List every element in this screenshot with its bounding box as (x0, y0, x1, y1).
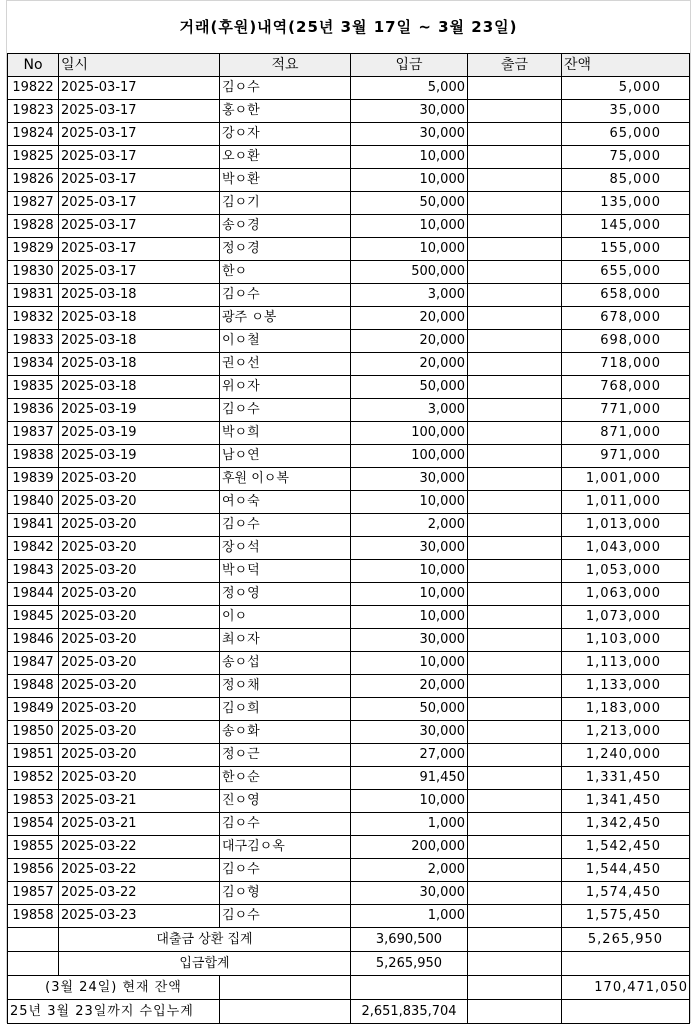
row-balance: 1,574,450 (562, 882, 690, 905)
table-row (8, 445, 690, 468)
row-no: 19847 (8, 652, 59, 675)
row-memo: 김ㅇ기 (220, 192, 351, 215)
row-date: 2025-03-20 (59, 721, 220, 744)
row-date: 2025-03-20 (59, 537, 220, 560)
row-withdrawal (468, 859, 562, 882)
row-date: 2025-03-17 (59, 169, 220, 192)
row-memo: 송ㅇ섭 (220, 652, 351, 675)
row-date: 2025-03-19 (59, 445, 220, 468)
row-memo: 최ㅇ자 (220, 629, 351, 652)
row-balance: 135,000 (562, 192, 690, 215)
row-balance: 1,542,450 (562, 836, 690, 859)
row-date: 2025-03-21 (59, 790, 220, 813)
row-memo: 강ㅇ자 (220, 123, 351, 146)
row-memo: 홍ㅇ한 (220, 100, 351, 123)
row-withdrawal (468, 675, 562, 698)
empty-cell (468, 928, 562, 952)
row-no: 19826 (8, 169, 59, 192)
row-balance: 155,000 (562, 238, 690, 261)
row-memo: 김ㅇ수 (220, 813, 351, 836)
row-withdrawal (468, 491, 562, 514)
row-memo: 여ㅇ숙 (220, 491, 351, 514)
row-withdrawal (468, 353, 562, 376)
row-withdrawal (468, 123, 562, 146)
row-no: 19832 (8, 307, 59, 330)
empty-cell (220, 976, 351, 1000)
row-deposit: 27,000 (351, 744, 468, 767)
sheet-right-margin (690, 0, 696, 1023)
row-balance: 85,000 (562, 169, 690, 192)
row-balance: 1,013,000 (562, 514, 690, 537)
row-no: 19845 (8, 606, 59, 629)
table-row (8, 491, 690, 514)
cumulative-income-amount: 2,651,835,704 (351, 1000, 468, 1024)
deposit-total-amount: 5,265,950 (351, 952, 468, 976)
row-balance: 1,213,000 (562, 721, 690, 744)
table-row (8, 399, 690, 422)
row-memo: 후원 이ㅇ복 (220, 468, 351, 491)
row-balance: 718,000 (562, 353, 690, 376)
row-date: 2025-03-21 (59, 813, 220, 836)
row-memo: 정ㅇ채 (220, 675, 351, 698)
table-row (8, 422, 690, 445)
row-date: 2025-03-20 (59, 491, 220, 514)
table-row (8, 721, 690, 744)
row-no: 19857 (8, 882, 59, 905)
row-memo: 한ㅇ순 (220, 767, 351, 790)
row-deposit: 30,000 (351, 468, 468, 491)
row-withdrawal (468, 376, 562, 399)
empty-cell (351, 976, 468, 1000)
row-withdrawal (468, 537, 562, 560)
row-memo: 박ㅇ희 (220, 422, 351, 445)
table-row (8, 882, 690, 905)
row-no: 19831 (8, 284, 59, 307)
row-deposit: 1,000 (351, 813, 468, 836)
row-no: 19823 (8, 100, 59, 123)
row-deposit: 30,000 (351, 123, 468, 146)
table-body (8, 77, 690, 928)
row-memo: 광주 ㅇ봉 (220, 307, 351, 330)
row-balance: 768,000 (562, 376, 690, 399)
table-row (8, 353, 690, 376)
row-date: 2025-03-18 (59, 376, 220, 399)
row-balance: 5,000 (562, 77, 690, 100)
row-deposit: 5,000 (351, 77, 468, 100)
row-no: 19853 (8, 790, 59, 813)
row-balance: 1,575,450 (562, 905, 690, 928)
row-no: 19840 (8, 491, 59, 514)
row-no: 19838 (8, 445, 59, 468)
table-row (8, 537, 690, 560)
table-header-row (8, 54, 690, 77)
row-withdrawal (468, 445, 562, 468)
row-no: 19827 (8, 192, 59, 215)
table-row (8, 514, 690, 537)
row-balance: 1,063,000 (562, 583, 690, 606)
table-row (8, 905, 690, 928)
row-no: 19854 (8, 813, 59, 836)
row-deposit: 100,000 (351, 422, 468, 445)
row-memo: 김ㅇ수 (220, 77, 351, 100)
table-row (8, 330, 690, 353)
table-row (8, 77, 690, 100)
row-memo: 한ㅇ (220, 261, 351, 284)
table-row (8, 238, 690, 261)
row-deposit: 91,450 (351, 767, 468, 790)
row-no: 19824 (8, 123, 59, 146)
empty-cell (562, 952, 690, 976)
row-withdrawal (468, 813, 562, 836)
row-no: 19855 (8, 836, 59, 859)
row-balance: 1,183,000 (562, 698, 690, 721)
row-deposit: 50,000 (351, 698, 468, 721)
row-balance: 1,103,000 (562, 629, 690, 652)
row-deposit: 30,000 (351, 721, 468, 744)
row-deposit: 30,000 (351, 537, 468, 560)
row-balance: 1,341,450 (562, 790, 690, 813)
table-row (8, 652, 690, 675)
table-row (8, 560, 690, 583)
table-row (8, 376, 690, 399)
table-row (8, 468, 690, 491)
table-row (8, 744, 690, 767)
row-date: 2025-03-17 (59, 238, 220, 261)
empty-cell (468, 976, 562, 1000)
row-no: 19836 (8, 399, 59, 422)
table-row (8, 123, 690, 146)
row-balance: 1,001,000 (562, 468, 690, 491)
empty-cell (8, 952, 59, 976)
cumulative-income-row (8, 1000, 690, 1024)
empty-cell (8, 928, 59, 952)
row-no: 19848 (8, 675, 59, 698)
row-no: 19834 (8, 353, 59, 376)
row-withdrawal (468, 330, 562, 353)
row-withdrawal (468, 169, 562, 192)
row-withdrawal (468, 790, 562, 813)
current-balance-row (8, 976, 690, 1000)
row-date: 2025-03-22 (59, 882, 220, 905)
row-withdrawal (468, 905, 562, 928)
row-withdrawal (468, 146, 562, 169)
row-date: 2025-03-17 (59, 123, 220, 146)
row-withdrawal (468, 629, 562, 652)
row-no: 19829 (8, 238, 59, 261)
row-deposit: 3,000 (351, 399, 468, 422)
row-memo: 김ㅇ수 (220, 514, 351, 537)
table-row (8, 215, 690, 238)
row-deposit: 20,000 (351, 330, 468, 353)
row-date: 2025-03-17 (59, 215, 220, 238)
page-title: 거래(후원)내역(25년 3월 17일 ~ 3월 23일) (179, 18, 518, 36)
row-deposit: 50,000 (351, 192, 468, 215)
row-deposit: 10,000 (351, 652, 468, 675)
row-deposit: 500,000 (351, 261, 468, 284)
table-row (8, 307, 690, 330)
row-deposit: 10,000 (351, 491, 468, 514)
loan-repayment-label: 대출금 상환 집계 (59, 928, 351, 952)
table-row (8, 813, 690, 836)
row-date: 2025-03-20 (59, 744, 220, 767)
row-memo: 정ㅇ근 (220, 744, 351, 767)
row-balance: 1,011,000 (562, 491, 690, 514)
table-row (8, 192, 690, 215)
row-date: 2025-03-20 (59, 560, 220, 583)
row-deposit: 100,000 (351, 445, 468, 468)
row-memo: 남ㅇ연 (220, 445, 351, 468)
row-no: 19839 (8, 468, 59, 491)
table-row (8, 675, 690, 698)
row-deposit: 30,000 (351, 629, 468, 652)
row-deposit: 2,000 (351, 514, 468, 537)
row-withdrawal (468, 836, 562, 859)
row-deposit: 20,000 (351, 307, 468, 330)
row-date: 2025-03-17 (59, 261, 220, 284)
cumulative-income-label: 25년 3월 23일까지 수입누계 (8, 1000, 220, 1024)
row-no: 19849 (8, 698, 59, 721)
row-deposit: 10,000 (351, 790, 468, 813)
table-row (8, 583, 690, 606)
row-date: 2025-03-22 (59, 836, 220, 859)
row-no: 19828 (8, 215, 59, 238)
row-balance: 658,000 (562, 284, 690, 307)
row-balance: 678,000 (562, 307, 690, 330)
transaction-table (7, 53, 690, 1024)
row-withdrawal (468, 606, 562, 629)
row-memo: 김ㅇ형 (220, 882, 351, 905)
row-memo: 이ㅇ (220, 606, 351, 629)
row-withdrawal (468, 882, 562, 905)
row-balance: 1,133,000 (562, 675, 690, 698)
header-deposit: 입금 (351, 54, 468, 77)
row-balance: 971,000 (562, 445, 690, 468)
row-deposit: 10,000 (351, 169, 468, 192)
row-balance: 1,053,000 (562, 560, 690, 583)
row-balance: 1,544,450 (562, 859, 690, 882)
row-memo: 송ㅇ화 (220, 721, 351, 744)
table-row (8, 146, 690, 169)
row-balance: 655,000 (562, 261, 690, 284)
row-balance: 65,000 (562, 123, 690, 146)
row-withdrawal (468, 652, 562, 675)
row-no: 19835 (8, 376, 59, 399)
row-deposit: 200,000 (351, 836, 468, 859)
row-deposit: 10,000 (351, 146, 468, 169)
row-date: 2025-03-20 (59, 767, 220, 790)
row-balance: 35,000 (562, 100, 690, 123)
table-row (8, 698, 690, 721)
header-withdrawal: 출금 (468, 54, 562, 77)
row-date: 2025-03-19 (59, 399, 220, 422)
deposit-total-row (8, 952, 690, 976)
row-memo: 진ㅇ영 (220, 790, 351, 813)
empty-cell (220, 1000, 351, 1024)
empty-cell (468, 1000, 562, 1024)
row-withdrawal (468, 77, 562, 100)
loan-repayment-row (8, 928, 690, 952)
table-row (8, 169, 690, 192)
row-balance: 1,043,000 (562, 537, 690, 560)
table-row (8, 606, 690, 629)
row-balance: 1,113,000 (562, 652, 690, 675)
row-no: 19851 (8, 744, 59, 767)
row-no: 19850 (8, 721, 59, 744)
row-withdrawal (468, 514, 562, 537)
row-date: 2025-03-20 (59, 652, 220, 675)
row-memo: 장ㅇ석 (220, 537, 351, 560)
row-balance: 1,342,450 (562, 813, 690, 836)
row-withdrawal (468, 744, 562, 767)
row-withdrawal (468, 468, 562, 491)
row-memo: 이ㅇ철 (220, 330, 351, 353)
row-withdrawal (468, 192, 562, 215)
deposit-total-label: 입금합계 (59, 952, 351, 976)
row-date: 2025-03-17 (59, 100, 220, 123)
sheet-left-margin (0, 0, 7, 1023)
row-withdrawal (468, 767, 562, 790)
row-no: 19852 (8, 767, 59, 790)
row-withdrawal (468, 261, 562, 284)
row-memo: 대구김ㅇ옥 (220, 836, 351, 859)
row-memo: 정ㅇ경 (220, 238, 351, 261)
row-deposit: 3,000 (351, 284, 468, 307)
row-date: 2025-03-19 (59, 422, 220, 445)
row-balance: 75,000 (562, 146, 690, 169)
empty-cell (562, 1000, 690, 1024)
row-withdrawal (468, 422, 562, 445)
row-date: 2025-03-17 (59, 192, 220, 215)
row-date: 2025-03-20 (59, 698, 220, 721)
row-no: 19858 (8, 905, 59, 928)
row-date: 2025-03-20 (59, 583, 220, 606)
row-deposit: 10,000 (351, 606, 468, 629)
row-date: 2025-03-18 (59, 307, 220, 330)
table-row (8, 261, 690, 284)
row-memo: 오ㅇ환 (220, 146, 351, 169)
row-memo: 정ㅇ영 (220, 583, 351, 606)
row-no: 19822 (8, 77, 59, 100)
header-no: No (8, 54, 59, 77)
row-withdrawal (468, 307, 562, 330)
row-date: 2025-03-18 (59, 330, 220, 353)
row-deposit: 30,000 (351, 100, 468, 123)
row-withdrawal (468, 238, 562, 261)
row-withdrawal (468, 560, 562, 583)
row-no: 19846 (8, 629, 59, 652)
row-date: 2025-03-17 (59, 146, 220, 169)
row-no: 19856 (8, 859, 59, 882)
row-balance: 1,331,450 (562, 767, 690, 790)
row-balance: 1,073,000 (562, 606, 690, 629)
row-deposit: 10,000 (351, 560, 468, 583)
row-date: 2025-03-18 (59, 284, 220, 307)
table-row (8, 790, 690, 813)
header-date: 일시 (59, 54, 220, 77)
row-withdrawal (468, 698, 562, 721)
row-deposit: 2,000 (351, 859, 468, 882)
row-no: 19841 (8, 514, 59, 537)
row-withdrawal (468, 284, 562, 307)
row-no: 19842 (8, 537, 59, 560)
row-date: 2025-03-17 (59, 77, 220, 100)
row-date: 2025-03-23 (59, 905, 220, 928)
row-withdrawal (468, 215, 562, 238)
row-date: 2025-03-20 (59, 629, 220, 652)
row-date: 2025-03-20 (59, 468, 220, 491)
summary-section (8, 928, 690, 1024)
row-balance: 145,000 (562, 215, 690, 238)
row-withdrawal (468, 583, 562, 606)
header-memo: 적요 (220, 54, 351, 77)
row-date: 2025-03-20 (59, 606, 220, 629)
row-memo: 박ㅇ환 (220, 169, 351, 192)
row-date: 2025-03-20 (59, 514, 220, 537)
row-date: 2025-03-22 (59, 859, 220, 882)
empty-cell (468, 952, 562, 976)
row-balance: 771,000 (562, 399, 690, 422)
row-no: 19833 (8, 330, 59, 353)
current-balance-label: (3월 24일) 현재 잔액 (8, 976, 220, 1000)
header-balance: 잔액 (562, 54, 690, 77)
row-no: 19830 (8, 261, 59, 284)
row-deposit: 30,000 (351, 882, 468, 905)
row-memo: 박ㅇ덕 (220, 560, 351, 583)
row-memo: 김ㅇ수 (220, 399, 351, 422)
row-withdrawal (468, 399, 562, 422)
row-deposit: 10,000 (351, 238, 468, 261)
row-deposit: 1,000 (351, 905, 468, 928)
row-deposit: 20,000 (351, 353, 468, 376)
row-memo: 김ㅇ수 (220, 859, 351, 882)
row-date: 2025-03-18 (59, 353, 220, 376)
table-row (8, 100, 690, 123)
row-deposit: 50,000 (351, 376, 468, 399)
table-row (8, 629, 690, 652)
table-row (8, 859, 690, 882)
row-deposit: 20,000 (351, 675, 468, 698)
row-no: 19843 (8, 560, 59, 583)
row-balance: 1,240,000 (562, 744, 690, 767)
current-balance-amount: 170,471,050 (562, 976, 690, 1000)
row-memo: 위ㅇ자 (220, 376, 351, 399)
row-memo: 권ㅇ선 (220, 353, 351, 376)
table-row (8, 767, 690, 790)
table-row (8, 836, 690, 859)
row-deposit: 10,000 (351, 583, 468, 606)
row-deposit: 10,000 (351, 215, 468, 238)
row-no: 19837 (8, 422, 59, 445)
row-no: 19844 (8, 583, 59, 606)
row-withdrawal (468, 721, 562, 744)
row-withdrawal (468, 100, 562, 123)
row-memo: 김ㅇ수 (220, 284, 351, 307)
row-balance: 871,000 (562, 422, 690, 445)
loan-repayment-balance: 5,265,950 (562, 928, 690, 952)
row-balance: 698,000 (562, 330, 690, 353)
table-row (8, 284, 690, 307)
row-date: 2025-03-20 (59, 675, 220, 698)
row-no: 19825 (8, 146, 59, 169)
row-memo: 김ㅇ수 (220, 905, 351, 928)
loan-repayment-amount: 3,690,500 (351, 928, 468, 952)
row-memo: 송ㅇ경 (220, 215, 351, 238)
row-memo: 김ㅇ희 (220, 698, 351, 721)
